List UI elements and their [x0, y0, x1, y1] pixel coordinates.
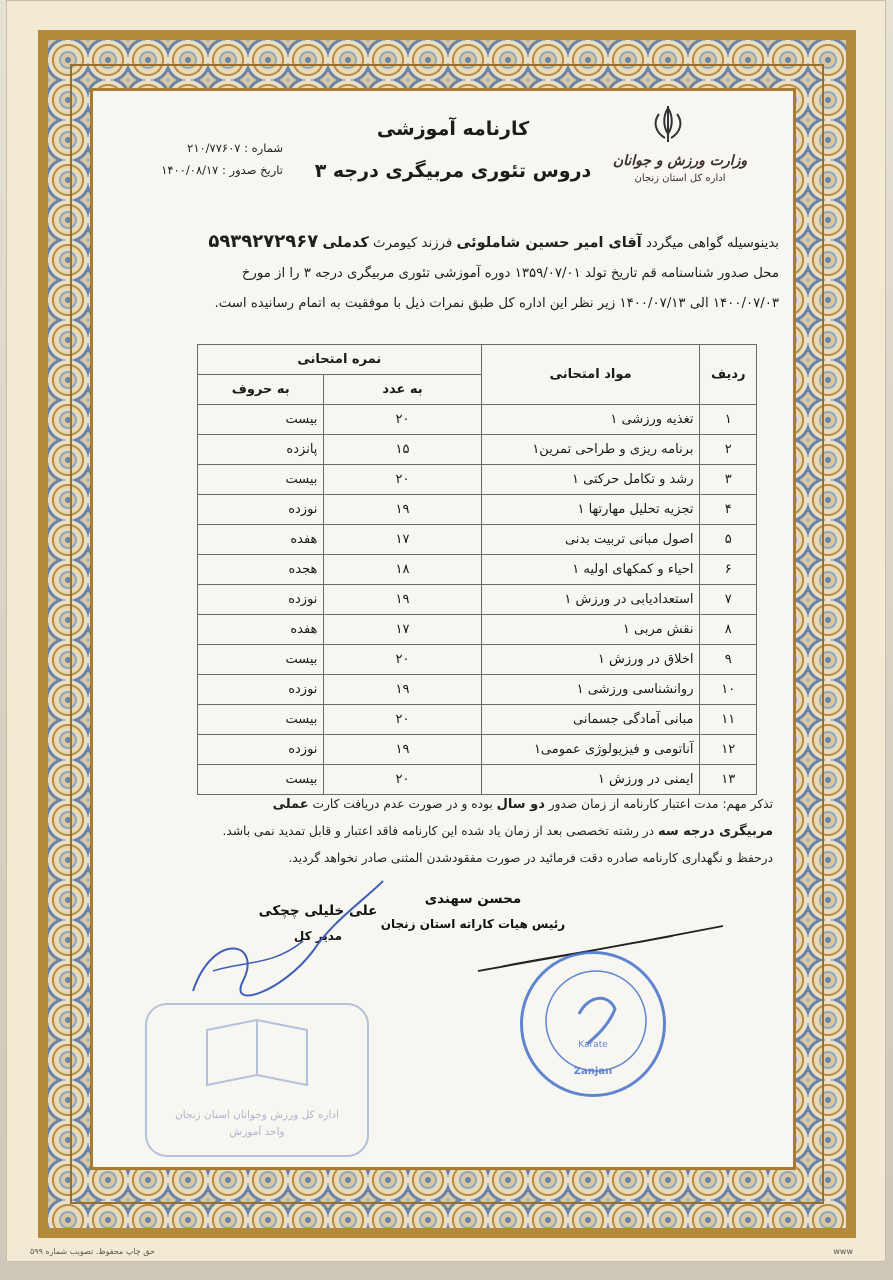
grade-words: بیست — [198, 465, 324, 495]
office-stamp-sub: واحد آموزش — [229, 1126, 285, 1138]
karate-stamp — [520, 951, 666, 1097]
header-subject: مواد امتحانی — [481, 345, 700, 405]
grade-words: بیست — [198, 705, 324, 735]
row-number: ۲ — [700, 435, 757, 465]
grade-words: هفده — [198, 525, 324, 555]
table-row — [198, 495, 757, 525]
row-number: ۹ — [700, 645, 757, 675]
signer-name-left: علی خلیلی چچکی — [258, 903, 378, 919]
ministry-name: وزارت ورزش و جوانان — [612, 153, 748, 169]
document-title: کارنامه آموزشی — [376, 118, 530, 140]
row-number: ۵ — [700, 525, 757, 555]
note-text-a: تذکر مهم: مدت اعتبار کارنامه از زمان صدور — [548, 797, 773, 811]
iran-emblem-icon — [648, 104, 688, 144]
important-note — [93, 791, 773, 871]
row-number: ۴ — [700, 495, 757, 525]
subject-name: تجزیه تحلیل مهارتها ۱ — [481, 495, 700, 525]
subject-name: اخلاق در ورزش ۱ — [481, 645, 700, 675]
intro-text-b: فرزند کیومرث — [373, 236, 453, 251]
national-code: ۵۹۳۹۲۷۲۹۶۷ — [208, 231, 319, 252]
header-grade-number: به عدد — [324, 375, 481, 405]
subject-name: تغذیه ورزشی ۱ — [481, 405, 700, 435]
grade-words: نوزده — [198, 585, 324, 615]
grade-number: ۱۹ — [324, 585, 481, 615]
table-row — [198, 585, 757, 615]
subject-name: استعدادیابی در ورزش ۱ — [481, 585, 700, 615]
signer-name-right: محسن سهندی — [424, 891, 522, 907]
table-row — [198, 555, 757, 585]
karate-stamp-city: Zanjan — [573, 1066, 613, 1077]
grade-number: ۱۵ — [324, 435, 481, 465]
date-label: تاریخ صدور : — [222, 163, 283, 177]
document-meta — [123, 137, 283, 181]
table-row — [198, 705, 757, 735]
document-subtitle: دروس تئوری مربیگری درجه ۳ — [314, 160, 592, 182]
table-row — [198, 675, 757, 705]
subject-name: آناتومی و فیزیولوژی عمومی۱ — [481, 735, 700, 765]
row-number: ۶ — [700, 555, 757, 585]
handwritten-signature-left — [173, 871, 393, 1021]
grade-words: بیست — [198, 405, 324, 435]
subject-name: اصول مبانی تربیت بدنی — [481, 525, 700, 555]
intro-line-2: محل صدور شناسنامه قم تاریخ تولد ۱۳۵۹/۰۷/۰۱ دوره آموزشی تئوری مربیگری درجه ۳ را از مورخ — [241, 266, 779, 281]
grade-words: نوزده — [198, 735, 324, 765]
note-coaching-level: مربیگری درجه سه — [657, 824, 773, 839]
note-validity: دو سال — [496, 797, 545, 812]
open-book-icon — [202, 1015, 312, 1095]
table-row — [198, 765, 757, 795]
office-stamp-text: اداره کل ورزش وجوانان استان زنجان — [175, 1109, 339, 1121]
header-grade: نمره امتحانی — [198, 345, 482, 375]
row-number: ۱ — [700, 405, 757, 435]
row-number: ۷ — [700, 585, 757, 615]
grades-table — [197, 344, 757, 795]
grade-number: ۲۰ — [324, 465, 481, 495]
intro-text-a: بدینوسیله گواهی میگردد — [645, 236, 779, 251]
date-value: ۱۴۰۰/۰۸/۱۷ — [161, 163, 219, 177]
note-text-g: درحفظ و نگهداری کارنامه صادره دقت فرمائید در صورت مفقودشدن المثنی صادر نخواهد گردید. — [288, 851, 773, 865]
grade-words: نوزده — [198, 495, 324, 525]
grade-number: ۱۹ — [324, 735, 481, 765]
grade-number: ۱۸ — [324, 555, 481, 585]
row-number: ۱۲ — [700, 735, 757, 765]
subject-name: ایمنی در ورزش ۱ — [481, 765, 700, 795]
grade-number: ۲۰ — [324, 645, 481, 675]
table-row — [198, 615, 757, 645]
grade-number: ۲۰ — [324, 705, 481, 735]
certificate-body — [103, 227, 779, 319]
header-grade-words: به حروف — [198, 375, 324, 405]
subject-name: نقش مربی ۱ — [481, 615, 700, 645]
grade-number: ۱۹ — [324, 675, 481, 705]
grade-words: هفده — [198, 615, 324, 645]
intro-line-3: ۱۴۰۰/۰۷/۰۳ الی ۱۴۰۰/۰۷/۱۳ زیر نظر این اداره کل طبق نمرات ذیل با موفقیت به اتمام رسانیده است. — [214, 296, 779, 311]
row-number: ۱۰ — [700, 675, 757, 705]
number-label: شماره : — [244, 141, 283, 155]
subject-name: مبانی آمادگی جسمانی — [481, 705, 700, 735]
grades-body — [198, 405, 757, 795]
row-number: ۸ — [700, 615, 757, 645]
table-row — [198, 465, 757, 495]
grade-number: ۱۹ — [324, 495, 481, 525]
table-row — [198, 405, 757, 435]
footer-print-note: حق چاپ محفوظ. تصویب شماره ۵۹۹ — [30, 1247, 155, 1256]
subject-name: روانشناسی ورزشی ۱ — [481, 675, 700, 705]
table-row — [198, 735, 757, 765]
grade-words: هجده — [198, 555, 324, 585]
note-practical: عملی — [272, 797, 309, 812]
grade-words: پانزده — [198, 435, 324, 465]
grade-number: ۲۰ — [324, 405, 481, 435]
signer-role-left: مدیر کل — [293, 929, 343, 943]
subject-name: برنامه ریزی و طراحی تمرین۱ — [481, 435, 700, 465]
office-stamp — [145, 1003, 369, 1157]
table-row — [198, 435, 757, 465]
ministry-logo-text — [605, 153, 755, 184]
row-number: ۱۳ — [700, 765, 757, 795]
note-text-c: بوده و در صورت عدم دریافت کارت — [312, 797, 493, 811]
row-number: ۳ — [700, 465, 757, 495]
grade-words: بیست — [198, 645, 324, 675]
signer-role-right: رئیس هیات کاراته استان زنجان — [380, 917, 566, 931]
subject-name: احیاء و کمکهای اولیه ۱ — [481, 555, 700, 585]
student-name: آقای امیر حسین شاملوئی — [456, 235, 642, 251]
header-row-number: ردیف — [700, 345, 757, 405]
ministry-office: اداره کل استان زنجان — [634, 173, 726, 184]
grade-number: ۱۷ — [324, 525, 481, 555]
grade-number: ۱۷ — [324, 615, 481, 645]
table-row — [198, 525, 757, 555]
number-value: ۲۱۰/۷۷۶۰۷ — [187, 141, 241, 155]
grade-words: بیست — [198, 765, 324, 795]
certificate-content — [90, 88, 796, 1170]
karate-stamp-text: Karate — [578, 1040, 608, 1050]
row-number: ۱۱ — [700, 705, 757, 735]
table-row — [198, 645, 757, 675]
grade-words: نوزده — [198, 675, 324, 705]
note-text-f: در رشته تخصصی بعد از زمان یاد شده این کارنامه فاقد اعتبار و قابل تمدید نمی باشد. — [222, 824, 655, 838]
grade-number: ۲۰ — [324, 765, 481, 795]
national-code-label: کدملی — [322, 235, 369, 251]
subject-name: رشد و تکامل حرکتی ۱ — [481, 465, 700, 495]
footer-right-note: www — [833, 1247, 853, 1256]
